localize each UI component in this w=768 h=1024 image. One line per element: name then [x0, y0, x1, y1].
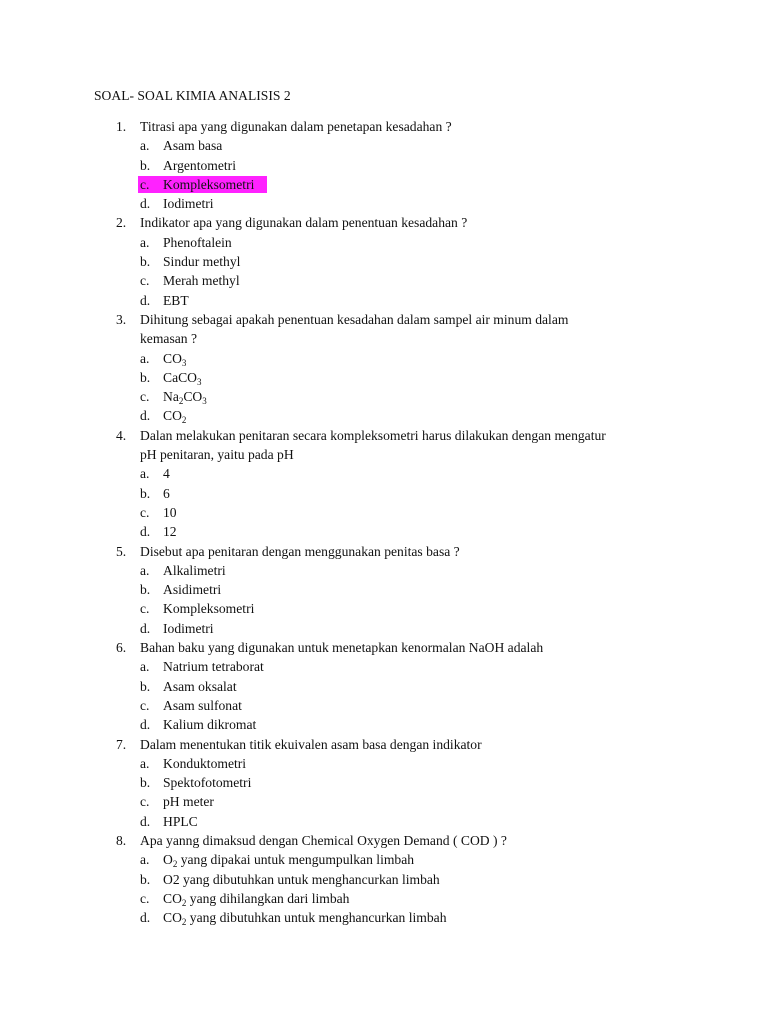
option-letter: b.: [140, 485, 151, 501]
question-4: [0, 426, 768, 445]
option-text: Kompleksometri: [163, 176, 255, 192]
option-text: [163, 908, 447, 927]
option-text: 6: [163, 485, 170, 501]
formula-base: CO: [183, 389, 203, 405]
question-2: [0, 213, 768, 232]
option-6d: [0, 715, 768, 734]
option-text-rest: yang dibutuhkan untuk menghancurkan limbah: [186, 910, 447, 926]
option-letter: d.: [140, 524, 151, 540]
option-1a: [0, 136, 768, 155]
option-letter: d.: [140, 717, 151, 733]
option-4d: [0, 522, 768, 541]
option-letter: c.: [140, 504, 150, 520]
option-text: Argentometri: [163, 157, 236, 173]
option-text: EBT: [163, 292, 189, 308]
question-text: Disebut apa penitaran dengan menggunakan penitas basa ?: [140, 543, 460, 559]
question-text-line1: Dalan melakukan penitaran secara kompleksometri harus dilakukan dengan mengatur: [140, 427, 606, 443]
formula-subscript: 2: [181, 415, 187, 426]
option-8a: [0, 850, 768, 869]
option-4a: [0, 464, 768, 483]
option-letter: d.: [140, 910, 151, 926]
question-text: Indikator apa yang digunakan dalam penentuan kesadahan ?: [140, 215, 468, 231]
option-text: [163, 387, 207, 406]
page-title: SOAL- SOAL KIMIA ANALISIS 2: [94, 88, 291, 103]
option-7b: [0, 773, 768, 792]
formula-subscript: 3: [196, 376, 202, 387]
option-letter: a.: [140, 562, 150, 578]
option-text: Iodimetri: [163, 620, 214, 636]
option-3a: [0, 349, 768, 368]
formula-base: CO: [163, 910, 182, 926]
option-letter: d.: [140, 196, 151, 212]
formula-subscript: 3: [181, 357, 187, 368]
option-8c: [0, 889, 768, 908]
option-text: [163, 406, 186, 425]
option-3d: [0, 406, 768, 425]
option-letter: b.: [140, 582, 151, 598]
question-number: 7.: [116, 736, 127, 752]
question-list: [0, 117, 768, 927]
question-number: 4.: [116, 427, 127, 443]
option-3c: [0, 387, 768, 406]
question-text: Bahan baku yang digunakan untuk menetapkan kenormalan NaOH adalah: [140, 640, 544, 656]
option-text: 4: [163, 466, 170, 482]
option-letter: d.: [140, 813, 151, 829]
option-text: Konduktometri: [163, 755, 247, 771]
question-number: 2.: [116, 215, 127, 231]
option-letter: b.: [140, 871, 151, 887]
option-text-rest: yang dipakai untuk mengumpulkan limbah: [177, 852, 415, 868]
option-text: Sindur methyl: [163, 254, 241, 270]
option-text: Kalium dikromat: [163, 717, 257, 733]
option-letter: a.: [140, 755, 150, 771]
option-text: [163, 850, 414, 869]
option-text: pH meter: [163, 794, 214, 810]
option-4b: [0, 484, 768, 503]
option-text: Asidimetri: [163, 582, 222, 598]
formula-base: Na: [163, 389, 179, 405]
formula-base: CO: [163, 350, 182, 366]
question-number: 5.: [116, 543, 127, 559]
question-text: Titrasi apa yang digunakan dalam penetapan kesadahan ?: [140, 119, 452, 134]
formula-subscript: 3: [202, 396, 207, 407]
formula-base: CO: [163, 408, 182, 424]
option-1c-highlighted: [0, 175, 768, 194]
question-text: Dalam menentukan titik ekuivalen asam basa dengan indikator: [140, 736, 482, 752]
question-3: [0, 310, 768, 329]
option-letter: a.: [140, 350, 150, 366]
option-letter: b.: [140, 678, 151, 694]
option-5b: [0, 580, 768, 599]
question-8: [0, 831, 768, 850]
question-5: [0, 542, 768, 561]
option-4c: [0, 503, 768, 522]
question-text-line1: Dihitung sebagai apakah penentuan kesadahan dalam sampel air minum dalam: [140, 311, 569, 327]
option-2b: [0, 252, 768, 271]
option-text-rest: yang dihilangkan dari limbah: [186, 890, 350, 906]
option-2c: [0, 271, 768, 290]
option-2d: [0, 291, 768, 310]
option-text: 10: [163, 504, 177, 520]
option-letter: c.: [140, 601, 150, 617]
option-text: Asam sulfonat: [163, 697, 242, 713]
option-letter: b.: [140, 157, 151, 173]
option-text: Kompleksometri: [163, 601, 255, 617]
option-text: Asam oksalat: [163, 678, 237, 694]
option-text: [163, 368, 201, 387]
option-letter: b.: [140, 369, 151, 385]
option-letter: c.: [140, 890, 150, 906]
question-number: 3.: [116, 311, 127, 327]
question-number: 1.: [116, 119, 127, 134]
option-letter: c.: [140, 794, 150, 810]
option-7c: [0, 792, 768, 811]
option-5d: [0, 619, 768, 638]
formula-subscript: 2: [172, 859, 178, 870]
formula-subscript: 2: [181, 897, 187, 908]
option-1b: [0, 156, 768, 175]
option-8d: [0, 908, 768, 927]
option-7d: [0, 812, 768, 831]
option-letter: a.: [140, 852, 150, 868]
option-text: HPLC: [163, 813, 198, 829]
option-letter: b.: [140, 775, 151, 791]
option-text: Phenoftalein: [163, 234, 232, 250]
option-letter: c.: [140, 389, 150, 405]
option-letter: c.: [140, 176, 150, 192]
option-1d: [0, 194, 768, 213]
option-letter: d.: [140, 292, 151, 308]
formula-subscript: 2: [178, 396, 184, 407]
option-text: [163, 349, 186, 368]
question-3-continued: [0, 329, 768, 348]
option-letter: a.: [140, 659, 150, 675]
option-5a: [0, 561, 768, 580]
question-7: [0, 735, 768, 754]
option-7a: [0, 754, 768, 773]
option-text: [163, 889, 349, 908]
question-number: 8.: [116, 832, 127, 848]
option-letter: c.: [140, 273, 150, 289]
question-1: [0, 117, 768, 136]
option-letter: a.: [140, 234, 150, 250]
option-text: O2 yang dibutuhkan untuk menghancurkan limbah: [163, 871, 440, 887]
question-text-line2: pH penitaran, yaitu pada pH: [140, 447, 294, 463]
option-letter: d.: [140, 620, 151, 636]
option-letter: a.: [140, 138, 150, 154]
question-text: Apa yanng dimaksud dengan Chemical Oxygen Demand ( COD ) ?: [140, 832, 507, 848]
formula-base: CO: [163, 890, 182, 906]
question-text-line2: kemasan ?: [140, 331, 197, 347]
option-2a: [0, 233, 768, 252]
option-5c: [0, 599, 768, 618]
option-letter: d.: [140, 408, 151, 424]
option-text: Natrium tetraborat: [163, 659, 264, 675]
option-6c: [0, 696, 768, 715]
option-6a: [0, 657, 768, 676]
option-text: Alkalimetri: [163, 562, 226, 578]
question-number: 6.: [116, 640, 127, 656]
question-6: [0, 638, 768, 657]
option-text: Merah methyl: [163, 273, 240, 289]
option-text: 12: [163, 524, 177, 540]
option-text: Asam basa: [163, 138, 223, 154]
formula-subscript: 2: [181, 917, 187, 928]
option-letter: b.: [140, 254, 151, 270]
option-3b: [0, 368, 768, 387]
option-text: Spektofotometri: [163, 775, 252, 791]
option-letter: a.: [140, 466, 150, 482]
formula-base: CaCO: [163, 369, 197, 385]
option-letter: c.: [140, 697, 150, 713]
formula-base: O: [163, 852, 173, 868]
option-6b: [0, 677, 768, 696]
question-4-continued: [0, 445, 768, 464]
option-8b: [0, 870, 768, 889]
option-text: Iodimetri: [163, 196, 214, 212]
